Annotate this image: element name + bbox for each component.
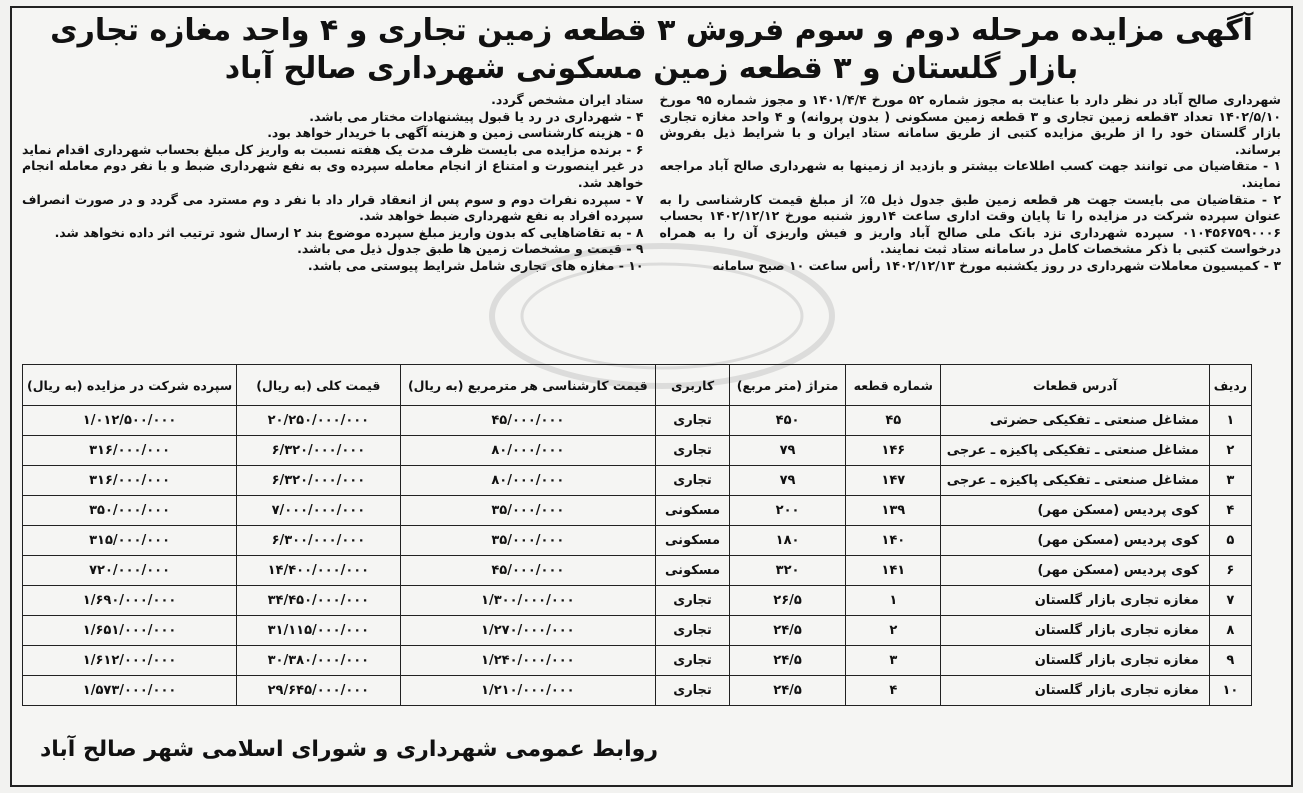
address-cell: مغازه تجاری بازار گلستان [941,676,1209,706]
condition-3: ۳ - کمیسیون معاملات شهرداری در روز یکشنبه مورخ ۱۴۰۲/۱۲/۱۳ رأس ساعت ۱۰ صبح سامانه [712,257,1281,273]
total-price-cell: ۳۰/۳۸۰/۰۰۰/۰۰۰ [237,646,400,676]
area-cell: ۷۹ [730,436,846,466]
address-cell: کوی پردیس (مسکن مهر) [941,556,1209,586]
price-per-meter-cell: ۴۵/۰۰۰/۰۰۰ [400,556,656,586]
address-cell: مغازه تجاری بازار گلستان [941,646,1209,676]
area-cell: ۱۸۰ [730,526,846,556]
condition-2: ۲ - متقاضیان می بایست جهت هر قطعه زمین طبق جدول ذیل ۵٪ از مبلغ قیمت کارشناسی را به عنوان سپرده شرکت در مزایده را تا پایان وقت اداری ساعت ۱۴روز شنبه مورخ ۱۴۰۲/۱۲/۱۲ بحساب ۰۱۰۴۵۶۷۵۹۰۰۰۶ سپرده شهرداری نزد بانک ملی صالح آباد واریز و فیش واریزی آن را به همراه درخواست کتبی با ذکر مشخصات کامل در سامانه ستاد ثبت نمایند. [659,191,1282,257]
condition-1: ۱ - متقاضیان می توانند جهت کسب اطلاعات بیشتر و بازدید از زمینها به شهرداری صالح آباد مراجعه نمایند. [659,158,1281,190]
table-row [23,496,1252,526]
deposit-cell: ۳۱۶/۰۰۰/۰۰۰ [23,436,237,466]
use-cell: تجاری [656,406,730,436]
price-per-meter-cell: ۳۵/۰۰۰/۰۰۰ [400,496,656,526]
deposit-cell: ۳۵۰/۰۰۰/۰۰۰ [23,496,237,526]
table-row [23,676,1252,706]
price-per-meter-cell: ۸۰/۰۰۰/۰۰۰ [400,436,656,466]
plot-number-cell: ۴ [846,676,941,706]
row-number-cell: ۱ [1209,406,1251,436]
use-cell: تجاری [656,436,730,466]
lots-table [22,364,1252,706]
use-cell: تجاری [656,676,730,706]
table-row [23,586,1252,616]
total-price-cell: ۲۰/۲۵۰/۰۰۰/۰۰۰ [237,406,400,436]
deposit-cell: ۱/۰۱۲/۵۰۰/۰۰۰ [23,406,237,436]
left-column [22,92,644,324]
price-per-meter-cell: ۱/۲۷۰/۰۰۰/۰۰۰ [400,616,656,646]
plot-number-cell: ۳ [846,646,941,676]
condition-5: ۵ - هزینه کارشناسی زمین و هزینه آگهی با خریدار خواهد بود. [267,125,644,141]
plot-number-cell: ۱۴۰ [846,526,941,556]
plot-number-cell: ۱۴۷ [846,466,941,496]
deposit-cell: ۱/۶۹۰/۰۰۰/۰۰۰ [23,586,237,616]
use-cell: مسکونی [656,496,730,526]
table-row [23,646,1252,676]
table-row [23,616,1252,646]
plot-number-cell: ۱۴۶ [846,436,941,466]
use-cell: تجاری [656,616,730,646]
price-per-meter-cell: ۱/۳۰۰/۰۰۰/۰۰۰ [400,586,656,616]
plot-number-cell: ۴۵ [846,406,941,436]
price-per-meter-cell: ۱/۲۱۰/۰۰۰/۰۰۰ [400,676,656,706]
header-plot-number: شماره قطعه [846,365,941,406]
use-cell: تجاری [656,466,730,496]
row-number-cell: ۵ [1209,526,1251,556]
area-cell: ۲۶/۵ [730,586,846,616]
condition-7: ۷ - سپرده نفرات دوم و سوم پس از انعقاد قرار داد با نفر د وم مسترد می گردد و در صورت انصراف سپرده افراد به نفع شهرداری ضبط خواهد شد. [22,191,644,224]
price-per-meter-cell: ۴۵/۰۰۰/۰۰۰ [400,406,656,436]
use-cell: مسکونی [656,526,730,556]
deposit-cell: ۷۲۰/۰۰۰/۰۰۰ [23,556,237,586]
deposit-cell: ۱/۶۱۲/۰۰۰/۰۰۰ [23,646,237,676]
total-price-cell: ۷/۰۰۰/۰۰۰/۰۰۰ [237,496,400,526]
address-cell: مشاغل صنعتی ـ تفکیکی حضرتی [941,406,1209,436]
row-number-cell: ۲ [1209,436,1251,466]
total-price-cell: ۱۴/۴۰۰/۰۰۰/۰۰۰ [237,556,400,586]
area-cell: ۲۰۰ [730,496,846,526]
price-per-meter-cell: ۸۰/۰۰۰/۰۰۰ [400,466,656,496]
use-cell: تجاری [656,586,730,616]
title-line-1: آگهی مزایده مرحله دوم و سوم فروش ۳ قطعه زمین تجاری و ۴ واحد مغازه تجاری [50,13,1253,48]
total-price-cell: ۳۱/۱۱۵/۰۰۰/۰۰۰ [237,616,400,646]
area-cell: ۷۹ [730,466,846,496]
area-cell: ۲۴/۵ [730,616,846,646]
area-cell: ۲۴/۵ [730,646,846,676]
header-price-per-meter: قیمت کارشناسی هر مترمربع (به ریال) [400,365,656,406]
plot-number-cell: ۱ [846,586,941,616]
lots-table-body [23,406,1252,706]
row-number-cell: ۶ [1209,556,1251,586]
use-cell: مسکونی [656,556,730,586]
notice-title [22,12,1281,88]
right-column [660,92,1282,324]
price-per-meter-cell: ۱/۲۴۰/۰۰۰/۰۰۰ [400,646,656,676]
total-price-cell: ۳۴/۴۵۰/۰۰۰/۰۰۰ [237,586,400,616]
notice-body [22,92,1281,324]
condition-9: ۹ - قیمت و مشخصات زمین ها طبق جدول ذیل می باشد. [297,241,644,257]
deposit-cell: ۳۱۵/۰۰۰/۰۰۰ [23,526,237,556]
table-row [23,526,1252,556]
header-deposit: سپرده شرکت در مزایده (به ریال) [23,365,237,406]
row-number-cell: ۴ [1209,496,1251,526]
header-row-number: ردیف [1209,365,1251,406]
table-header-row [23,365,1252,406]
deposit-cell: ۳۱۶/۰۰۰/۰۰۰ [23,466,237,496]
total-price-cell: ۶/۳۲۰/۰۰۰/۰۰۰ [237,466,400,496]
condition-6: ۶ - برنده مزایده می بایست ظرف مدت یک هفته نسبت به واریز کل مبلغ بحساب شهرداری اقدام نماید در غیر اینصورت و امتناع از انجام معامله سپرده وی به نفع شهرداری ضبط و با نفر دوم معامله انجام خواهد شد. [22,141,644,190]
header-use: کاربری [656,365,730,406]
plot-number-cell: ۱۳۹ [846,496,941,526]
total-price-cell: ۲۹/۶۴۵/۰۰۰/۰۰۰ [237,676,400,706]
row-number-cell: ۹ [1209,646,1251,676]
address-cell: مشاغل صنعتی ـ تفکیکی پاکیزه ـ عرجی [941,466,1209,496]
table-row [23,436,1252,466]
table-row [23,556,1252,586]
row-number-cell: ۸ [1209,616,1251,646]
use-cell: تجاری [656,646,730,676]
address-cell: کوی پردیس (مسکن مهر) [941,526,1209,556]
address-cell: مشاغل صنعتی ـ تفکیکی پاکیزه ـ عرجی [941,436,1209,466]
footer-signature: روابط عمومی شهرداری و شورای اسلامی شهر صالح آباد [40,737,658,762]
area-cell: ۲۴/۵ [730,676,846,706]
table-row [23,466,1252,496]
deposit-cell: ۱/۵۷۳/۰۰۰/۰۰۰ [23,676,237,706]
row-number-cell: ۱۰ [1209,676,1251,706]
address-cell: مغازه تجاری بازار گلستان [941,586,1209,616]
row-number-cell: ۳ [1209,466,1251,496]
condition-4: ۴ - شهرداری در رد یا قبول پیشنهادات مختار می باشد. [309,108,644,124]
price-per-meter-cell: ۳۵/۰۰۰/۰۰۰ [400,526,656,556]
condition-8: ۸ - به تقاضاهایی که بدون واریز مبلغ سپرده موضوع بند ۲ ارسال شود ترتیب اثر داده نخواهد شد. [54,224,644,240]
condition-3-continued: ستاد ایران مشخص گردد. [491,92,644,107]
row-number-cell: ۷ [1209,586,1251,616]
plot-number-cell: ۱۴۱ [846,556,941,586]
table-row [23,406,1252,436]
header-area: متراژ (متر مربع) [730,365,846,406]
plot-number-cell: ۲ [846,616,941,646]
title-line-2: بازار گلستان و ۳ قطعه زمین مسکونی شهرداری صالح آباد [224,51,1079,86]
area-cell: ۴۵۰ [730,406,846,436]
header-address: آدرس قطعات [941,365,1209,406]
total-price-cell: ۶/۳۰۰/۰۰۰/۰۰۰ [237,526,400,556]
address-cell: مغازه تجاری بازار گلستان [941,616,1209,646]
total-price-cell: ۶/۳۲۰/۰۰۰/۰۰۰ [237,436,400,466]
deposit-cell: ۱/۶۵۱/۰۰۰/۰۰۰ [23,616,237,646]
intro-paragraph: شهرداری صالح آباد در نظر دارد با عنایت به مجوز شماره ۵۲ مورخ ۱۴۰۱/۴/۴ و مجوز شماره ۹۵ مورخ ۱۴۰۲/۵/۱۰ تعداد ۳قطعه زمین تجاری و ۳ قطعه زمین مسکونی ( بدون پروانه) و ۴ واحد مغازه تجاری بازار گلستان خود را از طریق مزایده کتبی از طریق سامانه ستاد ایران و با شرایط ذیل بفروش برساند. [659,92,1282,157]
address-cell: کوی پردیس (مسکن مهر) [941,496,1209,526]
condition-10: ۱۰ - مغازه های تجاری شامل شرایط پیوستی می باشد. [307,257,644,273]
area-cell: ۳۲۰ [730,556,846,586]
header-total-price: قیمت کلی (به ریال) [237,365,400,406]
